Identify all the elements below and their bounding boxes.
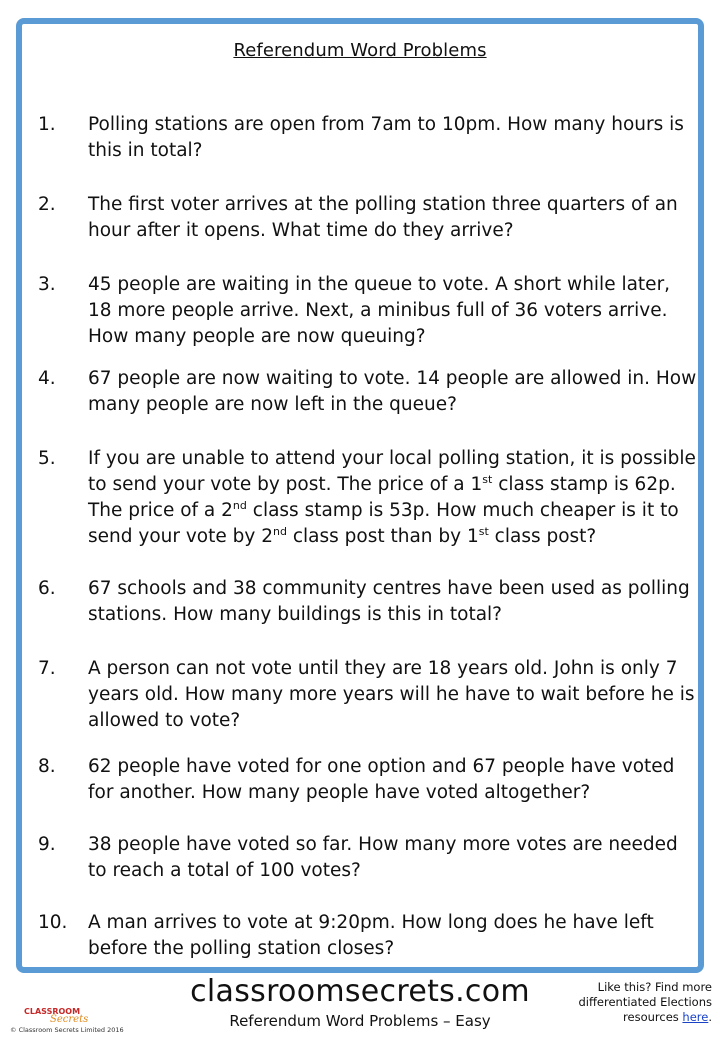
- logo-bottom-text: Secrets: [50, 1014, 89, 1024]
- footer-promo: [552, 980, 712, 1025]
- question-number: 1.: [38, 114, 56, 135]
- worksheet-frame: [16, 18, 704, 973]
- question-number: 10.: [38, 912, 68, 933]
- question-text: 45 people are waiting in the queue to vote. A short while later, 18 more people arrive. Next, a minibus full of 36 voters arrive. How many people are now queuing?: [88, 274, 671, 347]
- question-9: [38, 832, 698, 884]
- question-text: The first voter arrives at the polling station three quarters of an hour after it opens. What time do they arrive?: [88, 194, 678, 241]
- footer-site-name: classroomsecrets.com: [190, 974, 530, 1009]
- question-number: 6.: [38, 578, 56, 599]
- question-text: 67 people are now waiting to vote. 14 people are allowed in. How many people are now left in the queue?: [88, 368, 697, 415]
- question-text: 62 people have voted for one option and 67 people have voted for another. How many people have voted altogether?: [88, 756, 675, 803]
- question-text: A man arrives to vote at 9:20pm. How long does he have left before the polling station closes?: [88, 912, 654, 959]
- question-text: If you are unable to attend your local polling station, it is possible to send your vote by post. The price of a 1st class stamp is 62p. The price of a 2nd class stamp is 53p. How much cheaper is it to send your vote by 2nd class post than by 1st class post?: [88, 448, 696, 547]
- question-3: [38, 272, 698, 350]
- question-text: Polling stations are open from 7am to 10pm. How many hours is this in total?: [88, 114, 684, 161]
- question-number: 5.: [38, 448, 56, 469]
- promo-line-2: differentiated Elections: [578, 995, 712, 1009]
- question-8: [38, 754, 698, 806]
- promo-line-3: resources here.: [623, 1010, 712, 1024]
- classroom-secrets-logo: [10, 1006, 102, 1024]
- question-text: 38 people have voted so far. How many more votes are needed to reach a total of 100 votes?: [88, 834, 678, 881]
- copyright-text: © Classroom Secrets Limited 2016: [10, 1026, 124, 1034]
- question-6: [38, 576, 698, 628]
- logo-top-text: CLASSROOM: [24, 1007, 81, 1016]
- question-number: 2.: [38, 194, 56, 215]
- question-7: [38, 656, 698, 734]
- question-number: 3.: [38, 274, 56, 295]
- question-4: [38, 366, 698, 418]
- resources-link[interactable]: here: [682, 1010, 709, 1024]
- footer-subtitle: Referendum Word Problems – Easy: [229, 1012, 491, 1030]
- question-text: A person can not vote until they are 18 years old. John is only 7 years old. How many more years will he have to wait before he is allowed to vote?: [88, 658, 695, 731]
- question-1: [38, 112, 698, 164]
- promo-line-1: Like this? Find more: [597, 980, 712, 994]
- question-number: 4.: [38, 368, 56, 389]
- question-10: [38, 910, 698, 962]
- question-2: [38, 192, 698, 244]
- question-number: 8.: [38, 756, 56, 777]
- page-title: Referendum Word Problems: [233, 40, 487, 61]
- question-text: 67 schools and 38 community centres have been used as polling stations. How many buildings is this in total?: [88, 578, 690, 625]
- question-number: 9.: [38, 834, 56, 855]
- question-number: 7.: [38, 658, 56, 679]
- question-5: [38, 446, 698, 550]
